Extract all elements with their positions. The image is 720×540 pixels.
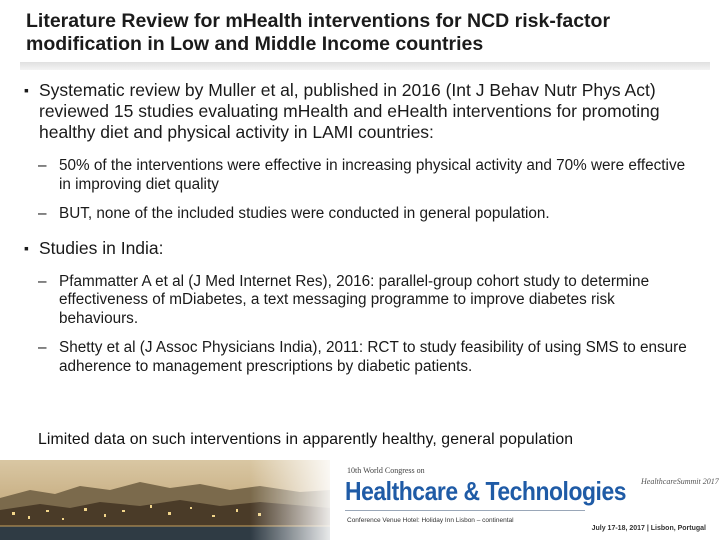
subbullet-pfammatter (24, 273, 696, 329)
subbullet-general-population (24, 205, 696, 224)
subbullet-shetty (24, 339, 696, 376)
bullet-studies-india (24, 238, 696, 259)
slide-title-line-2: modification in Low and Middle Income countries (26, 33, 484, 55)
subbullet-text: Shetty et al (J Assoc Physicians India), 2011: RCT to study feasibility of using SMS to ensure adherence to management prescriptions by diabetic patients. (59, 339, 687, 375)
congress-name: Healthcare & Technologies (345, 476, 627, 506)
square-bullet-icon: ▪ (24, 82, 29, 98)
conference-banner (0, 460, 720, 540)
subbullet-text: 50% of the interventions were effective in increasing physical activity and 70% were effective in improving diet quality (59, 157, 686, 193)
square-bullet-icon: ▪ (24, 239, 29, 256)
congress-venue: Conference Venue Hotel: Holiday Inn Lisbon – continental (347, 517, 514, 524)
subbullet-effectiveness (24, 157, 696, 194)
dash-icon: – (38, 205, 47, 222)
bullet-text: Studies in India: (39, 237, 164, 258)
conclusion-text: Limited data on such interventions in apparently healthy, general population (38, 431, 574, 448)
bullet-text: Systematic review by Muller et al, published in 2016 (Int J Behav Nutr Phys Act) reviewed 15 studies evaluating mHealth and eHealth interventions for promoting healthy diet and physical activity in LAMI countries: (39, 80, 660, 142)
title-underline (20, 62, 710, 70)
summit-logo: HealthcareSummit 2017 (641, 477, 719, 486)
image-fade (250, 460, 340, 540)
congress-dates: July 17-18, 2017 | Lisbon, Portugal (591, 525, 706, 532)
congress-edition: 10th World Congress on (347, 466, 425, 475)
slide-title-line-1: Literature Review for mHealth interventions for NCD risk-factor (26, 10, 611, 32)
slide-title (26, 10, 706, 56)
subbullet-text: BUT, none of the included studies were conducted in general population. (59, 205, 550, 222)
dash-icon: – (38, 272, 47, 290)
congress-divider (345, 510, 585, 511)
slide-body (24, 80, 696, 387)
subbullet-text: Pfammatter A et al (J Med Internet Res), 2016: parallel-group cohort study to determine effectiveness of mDiabetes, a text messaging programme to improve diabetes risk behaviours. (59, 272, 650, 327)
bullet-systematic-review (24, 80, 696, 143)
dash-icon: – (38, 157, 47, 174)
dash-icon: – (38, 339, 47, 356)
